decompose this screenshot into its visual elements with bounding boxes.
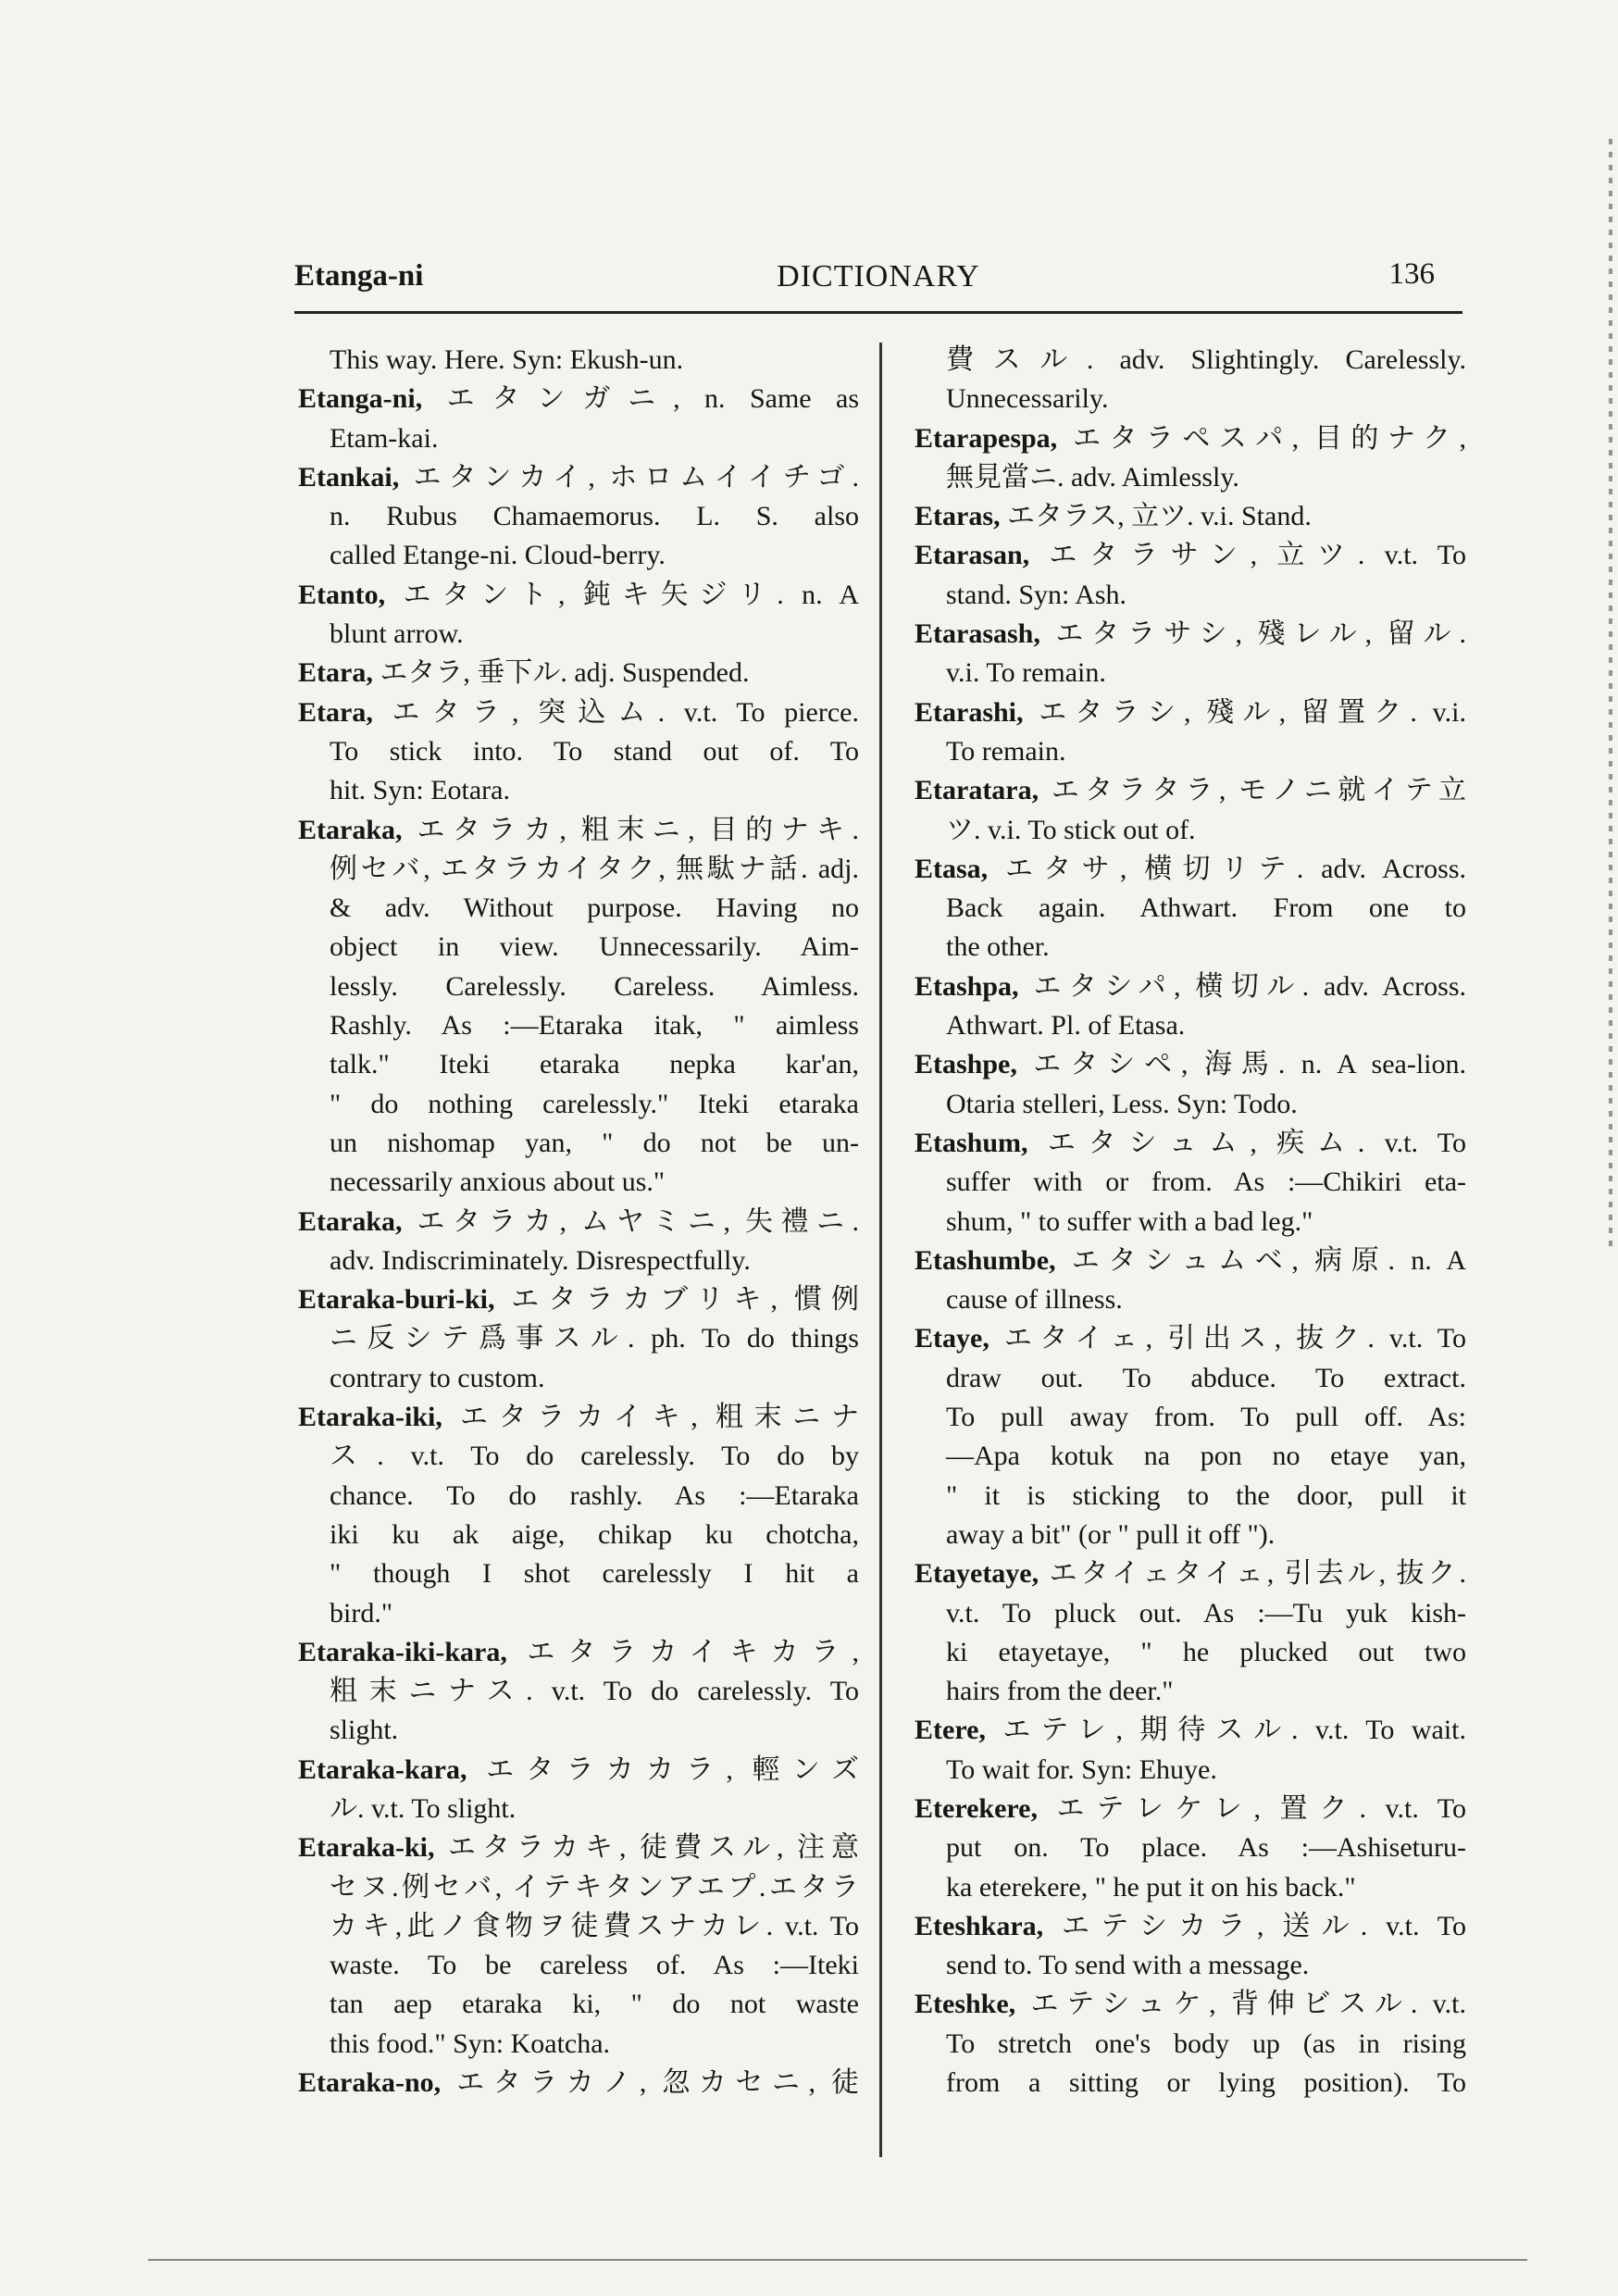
entry-headword-line: Etashum, エタシュム, 疾ム. v.t. To — [915, 1127, 1466, 1158]
entry-line: suffer with or from. As :—Chikiri eta- — [946, 1167, 1466, 1198]
entry-line: contrary to custom. — [330, 1362, 545, 1393]
entry-headword-line: Etashpa, エタシパ, 横切ル. adv. Across. — [915, 970, 1466, 1002]
entry-headword-line: Etarapespa, エタラペスパ, 目的ナク, — [915, 422, 1466, 454]
entry-headword-line: Etarasan, エタラサン, 立ツ. v.t. To — [915, 540, 1466, 571]
column-divider — [879, 343, 882, 2157]
page-header — [294, 256, 1462, 298]
entry-line: the other. — [946, 931, 1050, 963]
entry-line: hit. Syn: Eotara. — [330, 775, 510, 806]
entry-headword-line: Etere, エテレ, 期待スル. v.t. To wait. — [915, 1715, 1466, 1746]
entry-line: To pull away from. To pull off. As: — [946, 1402, 1466, 1433]
entry-line: 粗末ニナス. v.t. To do carelessly. To — [330, 1676, 859, 1707]
entry-headword-line: Etanga-ni, エタンガニ, n. Same as — [298, 383, 859, 415]
left-column — [298, 341, 859, 2103]
entry-headword-line: Eteshke, エテシュケ, 背伸ビスル. v.t. — [915, 1989, 1466, 2020]
entry-line: iki ku ak aige, chikap ku chotcha, — [330, 1518, 859, 1550]
entry-line: chance. To do rashly. As :—Etaraka — [330, 1479, 859, 1511]
entry-line: necessarily anxious about us." — [330, 1167, 666, 1198]
entry-line: ki etayetaye, " he plucked out two — [946, 1636, 1466, 1667]
entry-headword-line: Etaraka, エタラカ, 粗末ニ, 目的ナキ. — [298, 814, 859, 845]
entry-line: n. Rubus Chamaemorus. L. S. also — [330, 501, 859, 532]
entry-line: Back again. Athwart. From one to — [946, 892, 1466, 924]
entry-line: object in view. Unnecessarily. Aim- — [330, 931, 859, 963]
entry-line: To stick into. To stand out of. To — [330, 735, 859, 767]
entry-line: shum, " to suffer with a bad leg." — [946, 1205, 1313, 1237]
page-number: 136 — [1388, 257, 1435, 291]
entry-headword-line: Eterekere, エテレケレ, 置ク. v.t. To — [915, 1792, 1466, 1824]
entry-headword-line: Etankai, エタンカイ, ホロムイイチゴ. — [298, 461, 859, 493]
entry-line: un nishomap yan, " do not be un- — [330, 1127, 859, 1158]
entry-line: カキ,此ノ食物ヲ徒費スナカレ. v.t. To — [330, 1910, 859, 1941]
entry-headword-line: Etaraka-no, エタラカノ, 忽カセニ, 徒 — [298, 2067, 859, 2099]
entry-headword-line: Etara, エタラ, 突込ム. v.t. To pierce. — [298, 696, 859, 728]
entry-headword-line: Etarashi, エタラシ, 殘ル, 留置ク. v.i. — [915, 696, 1466, 728]
entry-line: This way. Here. Syn: Ekush-un. — [330, 344, 684, 375]
entry-line: セヌ.例セバ, イテキタンアエプ.エタラ — [330, 1871, 859, 1903]
entry-headword-line: Etaraka-ki, エタラカキ, 徒費スル, 注意 — [298, 1832, 859, 1864]
entry-headword-line: Etaraka-iki, エタラカイキ, 粗末ニナ — [298, 1402, 859, 1433]
page-title: DICTIONARY — [777, 259, 980, 293]
scan-edge-marks — [1609, 139, 1612, 1250]
entry-line: ツ. v.i. To stick out of. — [946, 814, 1196, 845]
entry-line: ル. v.t. To slight. — [330, 1792, 517, 1824]
entry-line: Unnecessarily. — [946, 383, 1109, 415]
entry-line: Athwart. Pl. of Etasa. — [946, 1010, 1186, 1042]
entry-headword-line: Etaye, エタイェ, 引出ス, 抜ク. v.t. To — [915, 1323, 1466, 1354]
entry-line: To wait for. Syn: Ehuye. — [946, 1753, 1217, 1785]
entry-headword-line: Etara, エタラ, 垂下ル. adj. Suspended. — [298, 657, 750, 689]
entry-line: Otaria stelleri, Less. Syn: Todo. — [946, 1088, 1298, 1119]
entry-line: this food." Syn: Koatcha. — [330, 2028, 611, 2059]
entry-line: from a sitting or lying position). To — [946, 2067, 1466, 2099]
entry-line: away a bit" (or " pull it off "). — [946, 1518, 1276, 1550]
entry-headword-line: Etasa, エタサ, 横切リテ. adv. Across. — [915, 853, 1466, 884]
entry-line: tan aep etaraka ki, " do not waste — [330, 1989, 859, 2020]
entry-line: & adv. Without purpose. Having no — [330, 892, 859, 924]
entry-line: lessly. Carelessly. Careless. Aimless. — [330, 970, 859, 1002]
entry-headword-line: Etaraka-kara, エタラカカラ, 輕ンズ — [298, 1753, 859, 1785]
entry-line: " it is sticking to the door, pull it — [946, 1479, 1466, 1511]
entry-line: Etam-kai. — [330, 422, 439, 454]
entry-headword-line: Etashumbe, エタシュムベ, 病原. n. A — [915, 1244, 1466, 1276]
entry-headword-line: Etaras, エタラス, 立ツ. v.i. Stand. — [915, 501, 1312, 532]
entry-line: adv. Indiscriminately. Disrespectfully. — [330, 1244, 751, 1276]
entry-line: put on. To place. As :—Ashiseturu- — [946, 1832, 1466, 1864]
entry-line: waste. To be careless of. As :—Iteki — [330, 1950, 859, 1981]
entry-line: send to. To send with a message. — [946, 1950, 1310, 1981]
entry-line: v.t. To pluck out. As :—Tu yuk kish- — [946, 1597, 1466, 1628]
running-headword: Etanga-ni — [294, 259, 424, 293]
entry-line: —Apa kotuk na pon no etaye yan, — [946, 1441, 1466, 1472]
entry-line: cause of illness. — [946, 1284, 1123, 1316]
entry-line: To remain. — [946, 735, 1066, 767]
entry-headword-line: Etaraka-buri-ki, エタラカブリキ, 慣例 — [298, 1284, 859, 1316]
entry-headword-line: Etayetaye, エタイェタイェ, 引去ル, 抜ク. — [915, 1558, 1466, 1590]
entry-line: 例セバ, エタラカイタク, 無駄ナ話. adj. — [330, 853, 859, 884]
entry-line: blunt arrow. — [330, 618, 464, 650]
entry-headword-line: Etarasash, エタラサシ, 殘レル, 留ル. — [915, 618, 1466, 650]
entry-line: 無見當ニ. adv. Aimlessly. — [946, 461, 1239, 493]
entry-line: v.i. To remain. — [946, 657, 1106, 689]
entry-headword-line: Etaratara, エタラタラ, モノニ就イテ立 — [915, 775, 1466, 806]
entry-line: hairs from the deer." — [946, 1676, 1174, 1707]
entry-line: " do nothing carelessly." Iteki etaraka — [330, 1088, 859, 1119]
right-column — [915, 341, 1466, 2103]
entry-line: called Etange-ni. Cloud-berry. — [330, 540, 666, 571]
entry-line: To stretch one's body up (as in rising — [946, 2028, 1466, 2059]
entry-headword-line: Etaraka-iki-kara, エタラカイキカラ, — [298, 1636, 859, 1667]
header-rule — [294, 311, 1462, 314]
entry-headword-line: Eteshkara, エテシカラ, 送ル. v.t. To — [915, 1910, 1466, 1941]
entry-headword-line: Etaraka, エタラカ, ムヤミニ, 失禮ニ. — [298, 1205, 859, 1237]
entry-headword-line: Etanto, エタント, 鈍キ矢ジリ. n. A — [298, 579, 859, 610]
entry-line: draw out. To abduce. To extract. — [946, 1362, 1466, 1393]
entry-line: ka eterekere, " he put it on his back." — [946, 1871, 1356, 1903]
entry-line: talk." Iteki etaraka nepka kar'an, — [330, 1049, 859, 1080]
entry-line: ス. v.t. To do carelessly. To do by — [330, 1441, 859, 1472]
entry-headword-line: Etashpe, エタシペ, 海馬. n. A sea-lion. — [915, 1049, 1466, 1080]
entry-line: " though I shot carelessly I hit a — [330, 1558, 859, 1590]
entry-line: ニ反シテ爲事スル. ph. To do things — [330, 1323, 859, 1354]
entry-line: 費スル. adv. Slightingly. Carelessly. — [946, 344, 1466, 375]
entry-line: bird." — [330, 1597, 393, 1628]
entry-line: Rashly. As :—Etaraka itak, " aimless — [330, 1010, 859, 1042]
entry-line: slight. — [330, 1715, 399, 1746]
footer-rule — [148, 2259, 1527, 2261]
entry-line: stand. Syn: Ash. — [946, 579, 1127, 610]
